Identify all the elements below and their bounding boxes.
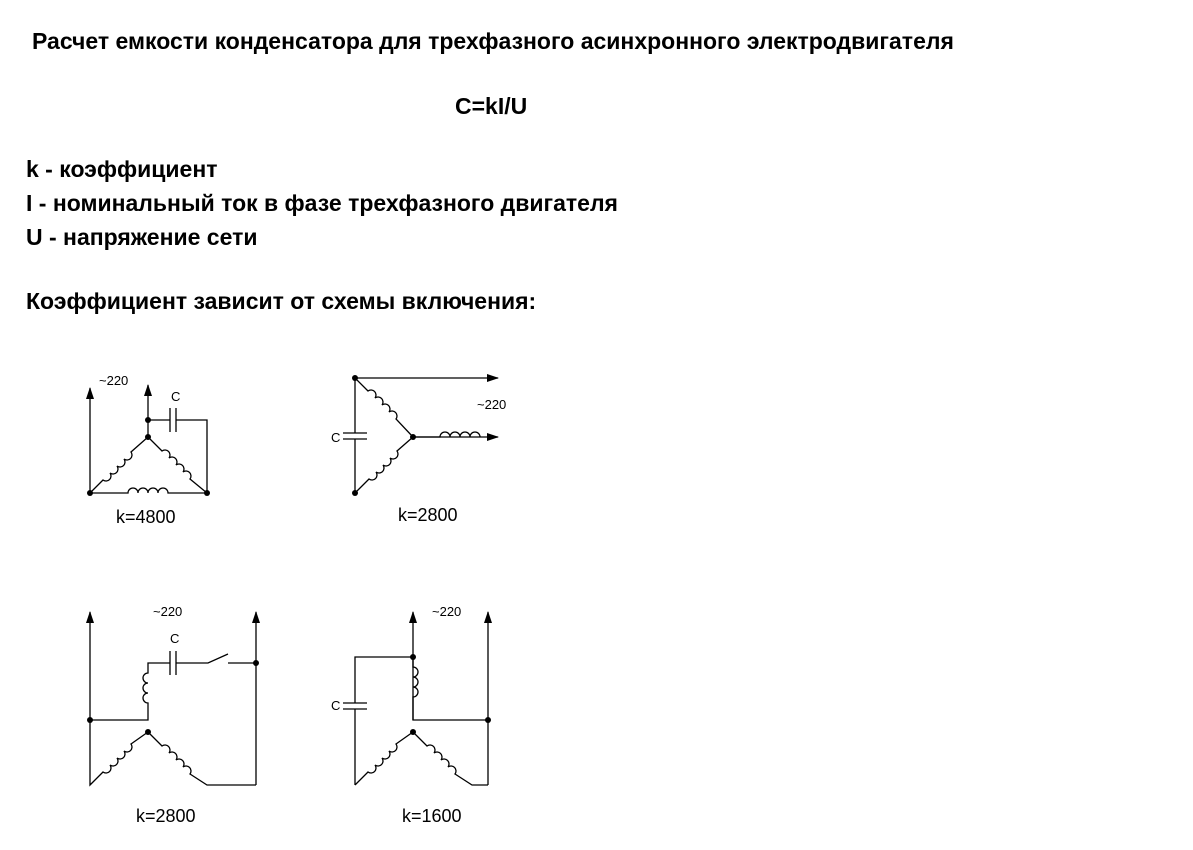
depends-text: Коэффициент зависит от схемы включения: bbox=[26, 288, 537, 314]
page-title: Расчет емкости конденсатора для трехфазного асинхронного электродвигателя bbox=[32, 28, 954, 54]
voltage-label: ~220 bbox=[153, 604, 183, 619]
winding-left bbox=[355, 732, 413, 785]
node-dot bbox=[145, 434, 151, 440]
k-label: k=2800 bbox=[136, 806, 196, 826]
node-dot bbox=[410, 729, 416, 735]
k-label: k=2800 bbox=[398, 505, 458, 525]
scheme-2 bbox=[331, 375, 506, 525]
k-label: k=4800 bbox=[116, 507, 176, 527]
winding-left bbox=[90, 437, 148, 493]
voltage-label: ~220 bbox=[99, 373, 129, 388]
winding-left bbox=[90, 720, 148, 785]
winding-upper bbox=[355, 378, 413, 437]
winding-right bbox=[413, 732, 488, 785]
voltage-label: ~220 bbox=[477, 397, 507, 412]
voltage-label: ~220 bbox=[432, 604, 462, 619]
capacitor-label: C bbox=[331, 698, 341, 713]
capacitor-wire bbox=[176, 420, 207, 493]
capacitor-label: C bbox=[331, 430, 341, 445]
node-dot bbox=[87, 717, 93, 723]
switch bbox=[176, 654, 256, 663]
scheme-1 bbox=[87, 373, 210, 527]
winding-right bbox=[148, 732, 256, 785]
winding-center bbox=[413, 657, 488, 720]
capacitor bbox=[170, 408, 176, 432]
legend-u: U - напряжение сети bbox=[26, 224, 258, 250]
winding-third bbox=[413, 432, 480, 437]
scheme-4 bbox=[331, 604, 491, 826]
node-dot bbox=[145, 417, 151, 423]
k-label: k=1600 bbox=[402, 806, 462, 826]
formula: C=kI/U bbox=[455, 93, 528, 119]
node-dot bbox=[145, 729, 151, 735]
scheme-3 bbox=[87, 604, 259, 826]
legend-k: k - коэффициент bbox=[26, 156, 218, 182]
node-dot bbox=[352, 375, 358, 381]
winding-lower bbox=[355, 437, 413, 493]
node-dot bbox=[352, 490, 358, 496]
winding-bottom bbox=[90, 488, 207, 493]
legend-i: I - номинальный ток в фазе трехфазного двигателя bbox=[26, 190, 618, 216]
capacitor bbox=[343, 378, 367, 493]
capacitor bbox=[170, 651, 176, 675]
node-dot bbox=[87, 490, 93, 496]
winding-start bbox=[90, 663, 170, 720]
node-dot bbox=[410, 654, 416, 660]
node-dot bbox=[204, 490, 210, 496]
node-dot bbox=[485, 717, 491, 723]
capacitor-label: C bbox=[170, 631, 180, 646]
node-dot bbox=[410, 434, 416, 440]
winding-right bbox=[148, 437, 207, 493]
capacitor-label: C bbox=[171, 389, 181, 404]
node-dot bbox=[253, 660, 259, 666]
